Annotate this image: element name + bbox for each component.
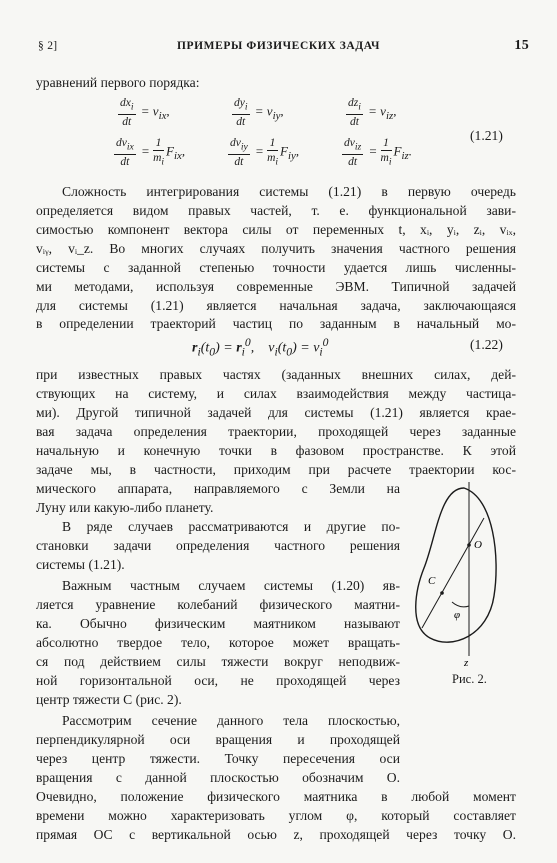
- label-o: O: [474, 539, 482, 551]
- eq-dvx: $\frac{dv_{ix}}{dt}$ = $\frac{1}{m_i}$ $F_{ix}$,: [116, 137, 186, 169]
- running-title: ПРИМЕРЫ ФИЗИЧЕСКИХ ЗАДАЧ: [176, 40, 381, 52]
- para2-line-2: ствующих на систему, и силах взаимодействия между частица-: [36, 386, 516, 401]
- equation-number-1-22: (1.22): [470, 337, 503, 352]
- equation-1-22: $r_i(t_0) = r_i^0$, $v_i(t_0) = v_i^0$: [192, 336, 329, 359]
- para1-line-7: для системы (1.21) является начальная задача, заключающаяся: [36, 298, 516, 313]
- eq-dx: $\frac{dx_i}{dt}$ = $v_{ix}$,: [120, 97, 170, 129]
- para2-line-1: при известных правых частях (заданных внешних силах, дей-: [36, 367, 516, 382]
- para4-line-7: центр тяжести C (рис. 2).: [36, 692, 182, 707]
- para3-line-1: В ряде случаев рассматриваются и другие по-: [62, 519, 400, 534]
- para5-line-2: перпендикулярной оси вращения и проходящей: [36, 732, 400, 747]
- para3-line-3: системы (1.21).: [36, 557, 125, 572]
- para2-line-6: задаче мы, в частности, приходим при расчете траектории кос-: [36, 462, 516, 477]
- angle-arc: [452, 602, 469, 607]
- page-number: 15: [514, 38, 529, 53]
- para5-line-5: Очевидно, положение физического маятника в любой момент: [36, 789, 516, 804]
- para5-line-6: времени можно характеризовать углом φ, который составляет: [36, 808, 516, 823]
- label-c: C: [428, 575, 436, 587]
- para5-line-7: прямая OC с вертикальной осью z, проходящей через точку O.: [36, 827, 516, 842]
- para4-line-5: ся под действием силы тяжести вокруг неподвиж-: [36, 654, 400, 669]
- para4-line-2: ляется уравнение колебаний физического маятни-: [36, 597, 400, 612]
- eq-dz: $\frac{dz_i}{dt}$ = $v_{iz}$,: [348, 97, 397, 129]
- para1-line-6: ми методами, используя современные ЭВМ. Типичной задачей: [36, 279, 516, 294]
- para1-line-2: определяется видом правых частей, т. е. функциональной зави-: [36, 203, 516, 218]
- eq-dy: $\frac{dy_i}{dt}$ = $v_{iy}$,: [234, 97, 284, 129]
- para4-line-6: ной горизонтальной оси, не проходящей через: [36, 673, 400, 688]
- para1-line-8: в определении траекторий частиц по заданным в начальный мо-: [36, 316, 516, 331]
- eq-dvz: $\frac{dv_{iz}}{dt}$ = $\frac{1}{m_i}$ $F_{iz}$.: [344, 137, 412, 169]
- para1-line-3: симостью компонент вектора силы от переменных t, xᵢ, yᵢ, zᵢ, vᵢₓ,: [36, 222, 516, 237]
- eq-dvy: $\frac{dv_{iy}}{dt}$ = $\frac{1}{m_i}$ $F_{iy}$,: [230, 137, 300, 169]
- para1-line-4: vᵢᵧ, vᵢ_z. Во многих случаях получить значения частного решения: [36, 241, 516, 256]
- point-c: [440, 591, 444, 595]
- para2-line-7: мического аппарата, направляемого с Земли на: [36, 481, 400, 496]
- equation-number-1-21: (1.21): [470, 128, 503, 143]
- para5-line-1: Рассмотрим сечение данного тела плоскостью,: [62, 713, 400, 728]
- para2-line-5: начальную и конечную точки в фазовом пространстве. К этой: [36, 443, 516, 458]
- intro-line: уравнений первого порядка:: [36, 75, 200, 90]
- pendulum-figure: [402, 478, 552, 668]
- para5-line-4: вращения с данной плоскостью обозначим O.: [36, 770, 400, 785]
- figure-caption: Рис. 2.: [452, 672, 487, 686]
- para1-line-1: Сложность интегрирования системы (1.21) в первую очередь: [62, 184, 516, 199]
- para4-line-1: Важным частным случаем системы (1.20) яв-: [62, 578, 400, 593]
- para2-line-8: Луну или какую-либо планету.: [36, 500, 214, 515]
- para4-line-4: абсолютно твердое тело, которое может вращать-: [36, 635, 400, 650]
- section-marker: § 2]: [38, 40, 58, 52]
- para2-line-4: вая задача определения траектории, проходящей через заданные: [36, 424, 516, 439]
- line-oc: [422, 518, 484, 628]
- para3-line-2: становки задачи определения частного решения: [36, 538, 400, 553]
- para1-line-5: системы с заданной степенью точности удается лишь численны-: [36, 260, 516, 275]
- para2-line-3: ми). Другой типичной задачей для системы (1.21) является крае-: [36, 405, 516, 420]
- para5-line-3: через центр тяжести. Точку пересечения оси: [36, 751, 400, 766]
- label-z: z: [464, 657, 469, 668]
- label-phi: φ: [454, 609, 461, 621]
- point-o: [467, 543, 471, 547]
- para4-line-3: ка. Обычно физическим маятником называют: [36, 616, 400, 631]
